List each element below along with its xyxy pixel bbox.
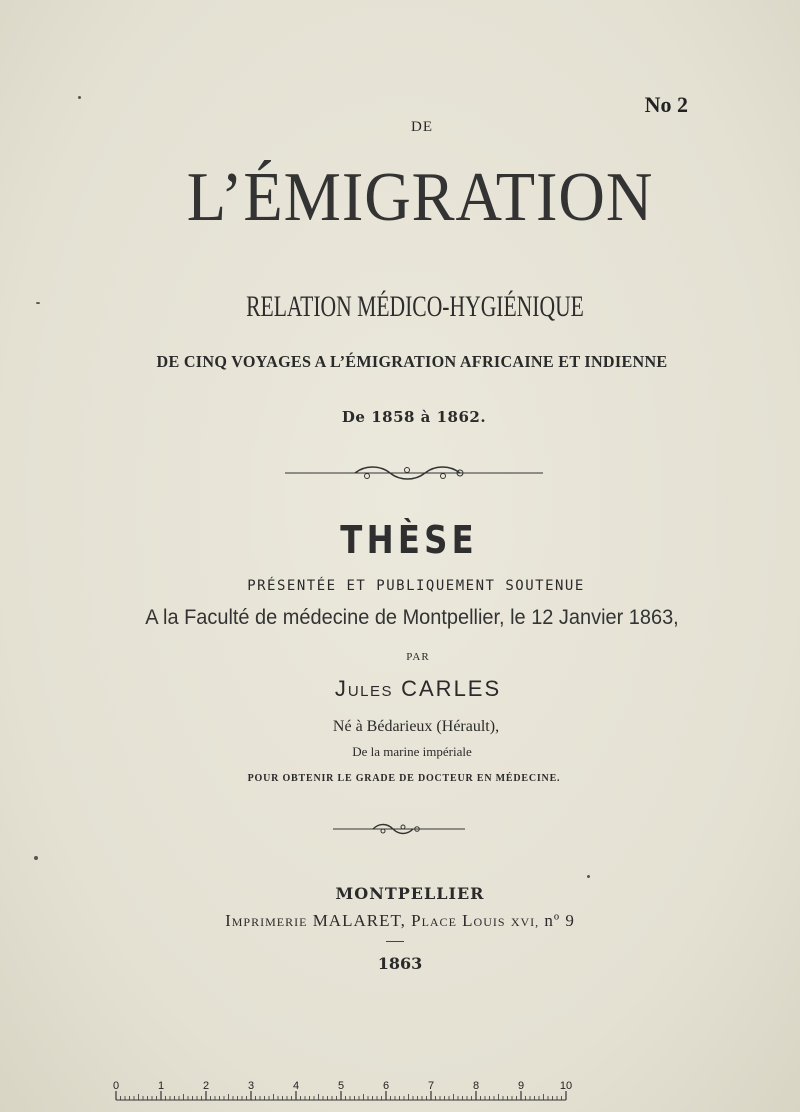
ruler-label: 2 <box>202 1080 210 1092</box>
imprint-city: MONTPELLIER <box>335 884 485 903</box>
paper-speck <box>36 302 40 304</box>
thesis-purpose: POUR OBTENIR LE GRADE DE DOCTEUR EN MÉDECINE. <box>247 773 561 784</box>
main-title: L’ÉMIGRATION <box>186 159 654 236</box>
ruler-label: 9 <box>517 1080 525 1092</box>
printer-initial: I <box>225 911 232 930</box>
ruler-label: 10 <box>559 1080 573 1092</box>
louis-numeral: XVI, <box>510 915 540 929</box>
place-initial: P <box>411 911 422 930</box>
author-last-name: CARLES <box>401 676 502 701</box>
imprint-printer <box>0 911 800 931</box>
author-first-initial: J <box>334 676 348 701</box>
ruler-label: 7 <box>427 1080 435 1092</box>
subtitle-description: DE CINQ VOYAGES A L’ÉMIGRATION AFRICAINE ET INDIENNE <box>156 352 668 371</box>
short-rule <box>386 941 404 942</box>
author-name <box>0 676 800 702</box>
imprint-year: 1863 <box>377 954 423 973</box>
louis-initial: L <box>462 911 474 930</box>
date-range: De 1858 à 1862. <box>341 408 487 426</box>
scale-ruler <box>100 1078 580 1108</box>
author-service: De la marine impériale <box>352 744 472 759</box>
ruler-label: 6 <box>382 1080 390 1092</box>
subtitle: RELATION MÉDICO-HYGIÉNIQUE <box>246 290 584 323</box>
page-number-label: No 2 <box>644 92 688 117</box>
paper-speck <box>34 856 38 860</box>
ornamental-divider-top <box>285 462 543 484</box>
ruler-label: 4 <box>292 1080 300 1092</box>
thesis-presented-line: PRÉSENTÉE ET PUBLIQUEMENT SOUTENUE <box>247 578 585 594</box>
by-label: PAR <box>406 651 430 663</box>
ornamental-divider-bottom <box>333 821 465 837</box>
paper-speck <box>78 96 81 99</box>
louis-rest: OUIS <box>473 915 506 929</box>
author-birthplace: Né à Bédarieux (Hérault), <box>332 718 500 735</box>
ruler-label: 3 <box>247 1080 255 1092</box>
ruler-label: 8 <box>472 1080 480 1092</box>
place-rest: LACE <box>421 915 457 929</box>
ruler-label: 1 <box>157 1080 165 1092</box>
ruler-label: 5 <box>337 1080 345 1092</box>
thesis-heading: THÈSE <box>340 518 478 562</box>
title-preposition: DE <box>411 119 433 135</box>
faculty-line: A la Faculté de médecine de Montpellier, le 12 Janvier 1863, <box>145 606 679 629</box>
paper-speck <box>587 875 590 878</box>
printer-name: MALARET, <box>312 911 406 930</box>
printer-rest: MPRIMERIE <box>231 915 308 929</box>
street-number: nº 9 <box>544 911 575 930</box>
author-first-rest: ULES <box>347 683 393 700</box>
ruler-label: 0 <box>112 1080 120 1092</box>
